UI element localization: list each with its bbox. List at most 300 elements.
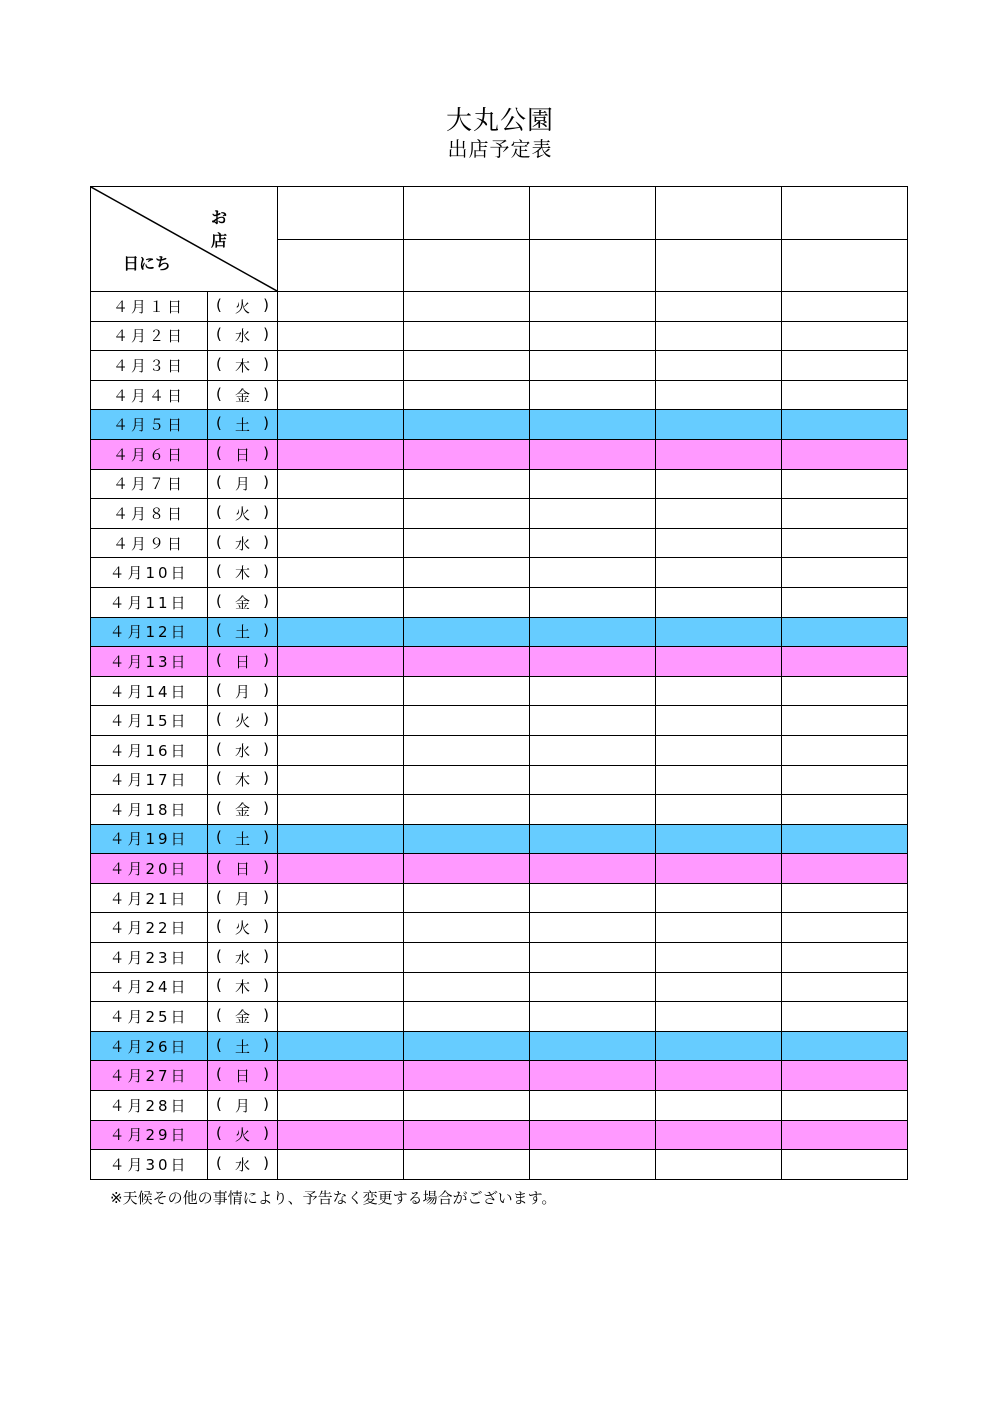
weekday-cell [208,883,278,913]
open-paren: ( [216,384,222,403]
schedule-entry-cell[interactable] [278,1002,404,1032]
schedule-entry-cell[interactable] [278,735,404,765]
shop-name-cell[interactable] [278,187,404,240]
schedule-entry-cell[interactable] [530,824,656,854]
weekday-label: 土 [234,1037,250,1056]
schedule-entry-cell[interactable] [278,1061,404,1091]
schedule-row [91,1061,908,1091]
weekday-label: 火 [234,297,250,316]
close-paren: ) [263,473,269,492]
schedule-entry-cell[interactable] [404,380,530,410]
schedule-entry-cell[interactable] [404,854,530,884]
schedule-entry-cell[interactable] [278,292,404,322]
weekday-cell [208,706,278,736]
schedule-entry-cell[interactable] [656,824,782,854]
schedule-entry-cell[interactable] [782,706,908,736]
open-paren: ( [216,739,222,758]
close-paren: ) [263,354,269,373]
title-block [0,105,1000,161]
schedule-entry-cell[interactable] [656,587,782,617]
schedule-entry-cell[interactable] [404,1150,530,1180]
open-paren: ( [216,532,222,551]
schedule-entry-cell[interactable] [278,469,404,499]
weekday-cell [208,735,278,765]
open-paren: ( [216,680,222,699]
date-cell: ４月８日 [91,499,208,529]
schedule-entry-cell[interactable] [656,1031,782,1061]
date-cell: ４月27日 [91,1061,208,1091]
schedule-entry-cell[interactable] [404,617,530,647]
schedule-entry-cell[interactable] [782,972,908,1002]
schedule-entry-cell[interactable] [782,1031,908,1061]
weekday-label: 水 [234,534,250,553]
close-paren: ) [263,1035,269,1054]
close-paren: ) [263,532,269,551]
open-paren: ( [216,769,222,788]
weekday-cell [208,292,278,322]
schedule-entry-cell[interactable] [782,676,908,706]
schedule-entry-cell[interactable] [278,972,404,1002]
schedule-entry-cell[interactable] [530,410,656,440]
schedule-entry-cell[interactable] [278,380,404,410]
weekday-label: 日 [234,1067,250,1086]
weekday-label: 火 [234,919,250,938]
close-paren: ) [263,769,269,788]
weekday-label: 木 [234,771,250,790]
schedule-entry-cell[interactable] [530,1150,656,1180]
schedule-entry-cell[interactable] [404,1002,530,1032]
schedule-row [91,1150,908,1180]
open-paren: ( [216,295,222,314]
schedule-entry-cell[interactable] [278,528,404,558]
schedule-entry-cell[interactable] [530,1031,656,1061]
schedule-entry-cell[interactable] [530,943,656,973]
schedule-entry-cell[interactable] [404,765,530,795]
weekday-label: 火 [234,504,250,523]
schedule-row [91,943,908,973]
open-paren: ( [216,325,222,344]
weekday-cell [208,558,278,588]
schedule-entry-cell[interactable] [782,913,908,943]
schedule-entry-cell[interactable] [656,380,782,410]
schedule-entry-cell[interactable] [278,706,404,736]
schedule-entry-cell[interactable] [656,1061,782,1091]
schedule-entry-cell[interactable] [278,676,404,706]
shop-name-cell[interactable] [530,187,656,240]
schedule-entry-cell[interactable] [404,292,530,322]
schedule-entry-cell[interactable] [656,1002,782,1032]
schedule-entry-cell[interactable] [782,587,908,617]
schedule-entry-cell[interactable] [530,321,656,351]
weekday-label: 金 [234,800,250,819]
schedule-entry-cell[interactable] [530,439,656,469]
schedule-entry-cell[interactable] [656,499,782,529]
weekday-cell [208,1150,278,1180]
schedule-entry-cell[interactable] [530,617,656,647]
close-paren: ) [263,739,269,758]
shop-detail-cell[interactable] [530,239,656,292]
schedule-entry-cell[interactable] [782,795,908,825]
close-paren: ) [263,976,269,995]
schedule-entry-cell[interactable] [278,824,404,854]
weekday-label: 水 [234,948,250,967]
schedule-entry-cell[interactable] [404,558,530,588]
open-paren: ( [216,473,222,492]
schedule-entry-cell[interactable] [530,676,656,706]
schedule-entry-cell[interactable] [656,1120,782,1150]
schedule-entry-cell[interactable] [404,706,530,736]
weekday-cell [208,913,278,943]
close-paren: ) [263,414,269,433]
schedule-entry-cell[interactable] [530,380,656,410]
schedule-entry-cell[interactable] [530,558,656,588]
shop-detail-cell[interactable] [404,239,530,292]
schedule-entry-cell[interactable] [404,972,530,1002]
schedule-entry-cell[interactable] [656,1150,782,1180]
schedule-row [91,1091,908,1121]
schedule-entry-cell[interactable] [656,410,782,440]
schedule-entry-cell[interactable] [782,558,908,588]
open-paren: ( [216,502,222,521]
open-paren: ( [216,650,222,669]
schedule-row [91,676,908,706]
close-paren: ) [263,798,269,817]
open-paren: ( [216,798,222,817]
schedule-entry-cell[interactable] [404,943,530,973]
date-cell: ４月11日 [91,587,208,617]
schedule-entry-cell[interactable] [782,439,908,469]
schedule-entry-cell[interactable] [278,647,404,677]
schedule-entry-cell[interactable] [404,439,530,469]
schedule-entry-cell[interactable] [656,558,782,588]
schedule-entry-cell[interactable] [656,617,782,647]
schedule-entry-cell[interactable] [530,292,656,322]
schedule-entry-cell[interactable] [278,883,404,913]
schedule-entry-cell[interactable] [530,795,656,825]
schedule-entry-cell[interactable] [404,499,530,529]
schedule-entry-cell[interactable] [278,913,404,943]
schedule-entry-cell[interactable] [278,765,404,795]
shop-name-cell[interactable] [404,187,530,240]
open-paren: ( [216,591,222,610]
weekday-label: 木 [234,564,250,583]
corner-header-cell [91,187,278,292]
schedule-entry-cell[interactable] [782,1150,908,1180]
weekday-cell [208,439,278,469]
schedule-entry-cell[interactable] [656,1091,782,1121]
schedule-entry-cell[interactable] [782,765,908,795]
weekday-label: 火 [234,712,250,731]
open-paren: ( [216,1124,222,1143]
open-paren: ( [216,917,222,936]
schedule-entry-cell[interactable] [782,854,908,884]
date-cell: ４月25日 [91,1002,208,1032]
page-title: 大丸公園 [445,106,554,136]
schedule-entry-cell[interactable] [278,439,404,469]
schedule-entry-cell[interactable] [404,528,530,558]
schedule-entry-cell[interactable] [782,499,908,529]
open-paren: ( [216,858,222,877]
weekday-label: 木 [234,356,250,375]
weekday-cell [208,1002,278,1032]
schedule-entry-cell[interactable] [530,1120,656,1150]
date-cell: ４月24日 [91,972,208,1002]
close-paren: ) [263,562,269,581]
schedule-entry-cell[interactable] [782,1061,908,1091]
weekday-cell [208,1031,278,1061]
date-cell: ４月１日 [91,292,208,322]
weekday-cell [208,1061,278,1091]
schedule-entry-cell[interactable] [530,913,656,943]
schedule-entry-cell[interactable] [782,321,908,351]
schedule-entry-cell[interactable] [404,647,530,677]
schedule-entry-cell[interactable] [782,883,908,913]
close-paren: ) [263,917,269,936]
schedule-row [91,469,908,499]
weekday-label: 月 [234,889,250,908]
close-paren: ) [263,1154,269,1173]
weekday-cell [208,972,278,1002]
weekday-label: 火 [234,1126,250,1145]
schedule-entry-cell[interactable] [782,1091,908,1121]
schedule-entry-cell[interactable] [656,469,782,499]
schedule-entry-cell[interactable] [404,469,530,499]
schedule-entry-cell[interactable] [278,587,404,617]
date-cell: ４月18日 [91,795,208,825]
footer-note: ※天候その他の事情により、予告なく変更する場合がございます。 [110,1189,557,1207]
schedule-entry-cell[interactable] [656,439,782,469]
close-paren: ) [263,443,269,462]
schedule-entry-cell[interactable] [656,528,782,558]
page-subtitle: 出店予定表 [447,137,553,161]
schedule-entry-cell[interactable] [656,321,782,351]
date-header-label: 日にち [123,254,172,273]
weekday-label: 土 [234,830,250,849]
schedule-row [91,380,908,410]
schedule-entry-cell[interactable] [530,351,656,381]
shop-name-cell[interactable] [656,187,782,240]
schedule-entry-cell[interactable] [278,558,404,588]
schedule-entry-cell[interactable] [656,765,782,795]
schedule-entry-cell[interactable] [278,321,404,351]
schedule-row [91,647,908,677]
shop-detail-cell[interactable] [656,239,782,292]
close-paren: ) [263,1065,269,1084]
schedule-entry-cell[interactable] [782,617,908,647]
schedule-entry-cell[interactable] [278,1091,404,1121]
weekday-label: 月 [234,682,250,701]
schedule-entry-cell[interactable] [530,647,656,677]
schedule-entry-cell[interactable] [404,913,530,943]
schedule-row [91,854,908,884]
schedule-entry-cell[interactable] [404,883,530,913]
schedule-entry-cell[interactable] [782,647,908,677]
close-paren: ) [263,325,269,344]
schedule-entry-cell[interactable] [656,795,782,825]
open-paren: ( [216,710,222,729]
schedule-entry-cell[interactable] [656,972,782,1002]
schedule-entry-cell[interactable] [278,499,404,529]
schedule-row [91,292,908,322]
schedule-entry-cell[interactable] [656,676,782,706]
schedule-row [91,1002,908,1032]
schedule-entry-cell[interactable] [530,1061,656,1091]
weekday-label: 日 [234,445,250,464]
schedule-entry-cell[interactable] [530,587,656,617]
schedule-entry-cell[interactable] [782,292,908,322]
date-cell: ４月23日 [91,943,208,973]
schedule-entry-cell[interactable] [278,617,404,647]
schedule-entry-cell[interactable] [782,351,908,381]
weekday-cell [208,499,278,529]
schedule-entry-cell[interactable] [656,292,782,322]
date-cell: ４月29日 [91,1120,208,1150]
schedule-entry-cell[interactable] [656,735,782,765]
schedule-entry-cell[interactable] [404,351,530,381]
schedule-entry-cell[interactable] [656,883,782,913]
schedule-entry-cell[interactable] [782,1002,908,1032]
date-cell: ４月20日 [91,854,208,884]
shop-detail-cell[interactable] [278,239,404,292]
schedule-entry-cell[interactable] [782,824,908,854]
close-paren: ) [263,887,269,906]
weekday-label: 土 [234,416,250,435]
schedule-entry-cell[interactable] [530,883,656,913]
weekday-cell [208,795,278,825]
weekday-label: 月 [234,1096,250,1115]
schedule-entry-cell[interactable] [656,943,782,973]
schedule-entry-cell[interactable] [404,1120,530,1150]
schedule-entry-cell[interactable] [782,410,908,440]
date-cell: ４月５日 [91,410,208,440]
schedule-entry-cell[interactable] [530,469,656,499]
weekday-cell [208,321,278,351]
close-paren: ) [263,295,269,314]
schedule-entry-cell[interactable] [278,854,404,884]
schedule-entry-cell[interactable] [530,706,656,736]
schedule-row [91,499,908,529]
schedule-entry-cell[interactable] [656,351,782,381]
schedule-entry-cell[interactable] [656,706,782,736]
schedule-entry-cell[interactable] [404,676,530,706]
schedule-entry-cell[interactable] [404,735,530,765]
schedule-entry-cell[interactable] [530,854,656,884]
schedule-entry-cell[interactable] [278,410,404,440]
shop-header-label: お 店 [211,208,238,250]
schedule-entry-cell[interactable] [530,765,656,795]
weekday-label: 土 [234,623,250,642]
close-paren: ) [263,680,269,699]
date-cell: ４月21日 [91,883,208,913]
schedule-row [91,410,908,440]
schedule-entry-cell[interactable] [656,647,782,677]
schedule-entry-cell[interactable] [278,943,404,973]
weekday-label: 水 [234,327,250,346]
schedule-entry-cell[interactable] [530,735,656,765]
date-cell: ４月15日 [91,706,208,736]
schedule-entry-cell[interactable] [404,1061,530,1091]
schedule-entry-cell[interactable] [404,1031,530,1061]
weekday-cell [208,824,278,854]
date-cell: ４月14日 [91,676,208,706]
schedule-entry-cell[interactable] [404,795,530,825]
weekday-label: 月 [234,475,250,494]
schedule-row [91,1120,908,1150]
weekday-cell [208,587,278,617]
close-paren: ) [263,650,269,669]
open-paren: ( [216,562,222,581]
schedule-entry-cell[interactable] [530,499,656,529]
schedule-entry-cell[interactable] [404,321,530,351]
schedule-entry-cell[interactable] [782,528,908,558]
date-cell: ４月10日 [91,558,208,588]
schedule-entry-cell[interactable] [530,972,656,1002]
schedule-row [91,824,908,854]
weekday-cell [208,765,278,795]
date-cell: ４月３日 [91,351,208,381]
shop-name-cell[interactable] [782,187,908,240]
weekday-cell [208,528,278,558]
schedule-entry-cell[interactable] [404,587,530,617]
date-cell: ４月４日 [91,380,208,410]
schedule-row [91,972,908,1002]
weekday-cell [208,410,278,440]
open-paren: ( [216,1035,222,1054]
schedule-row [91,351,908,381]
date-cell: ４月17日 [91,765,208,795]
weekday-label: 日 [234,652,250,671]
open-paren: ( [216,976,222,995]
open-paren: ( [216,443,222,462]
schedule-entry-cell[interactable] [278,1150,404,1180]
schedule-row [91,735,908,765]
open-paren: ( [216,828,222,847]
weekday-label: 金 [234,386,250,405]
weekday-cell [208,647,278,677]
date-cell: ４月９日 [91,528,208,558]
schedule-entry-cell[interactable] [278,795,404,825]
schedule-entry-cell[interactable] [530,1002,656,1032]
schedule-entry-cell[interactable] [278,1031,404,1061]
schedule-entry-cell[interactable] [404,410,530,440]
schedule-entry-cell[interactable] [782,469,908,499]
schedule-entry-cell[interactable] [404,824,530,854]
date-cell: ４月19日 [91,824,208,854]
schedule-entry-cell[interactable] [530,528,656,558]
open-paren: ( [216,946,222,965]
schedule-entry-cell[interactable] [782,943,908,973]
close-paren: ) [263,621,269,640]
schedule-entry-cell[interactable] [782,380,908,410]
date-cell: ４月22日 [91,913,208,943]
schedule-row [91,439,908,469]
schedule-entry-cell[interactable] [530,1091,656,1121]
schedule-entry-cell[interactable] [782,735,908,765]
schedule-entry-cell[interactable] [278,1120,404,1150]
schedule-entry-cell[interactable] [278,351,404,381]
schedule-entry-cell[interactable] [782,1120,908,1150]
schedule-entry-cell[interactable] [656,913,782,943]
date-cell: ４月28日 [91,1091,208,1121]
shop-detail-cell[interactable] [782,239,908,292]
close-paren: ) [263,828,269,847]
open-paren: ( [216,414,222,433]
weekday-cell [208,676,278,706]
date-cell: ４月７日 [91,469,208,499]
date-cell: ４月12日 [91,617,208,647]
schedule-entry-cell[interactable] [404,1091,530,1121]
schedule-entry-cell[interactable] [656,854,782,884]
